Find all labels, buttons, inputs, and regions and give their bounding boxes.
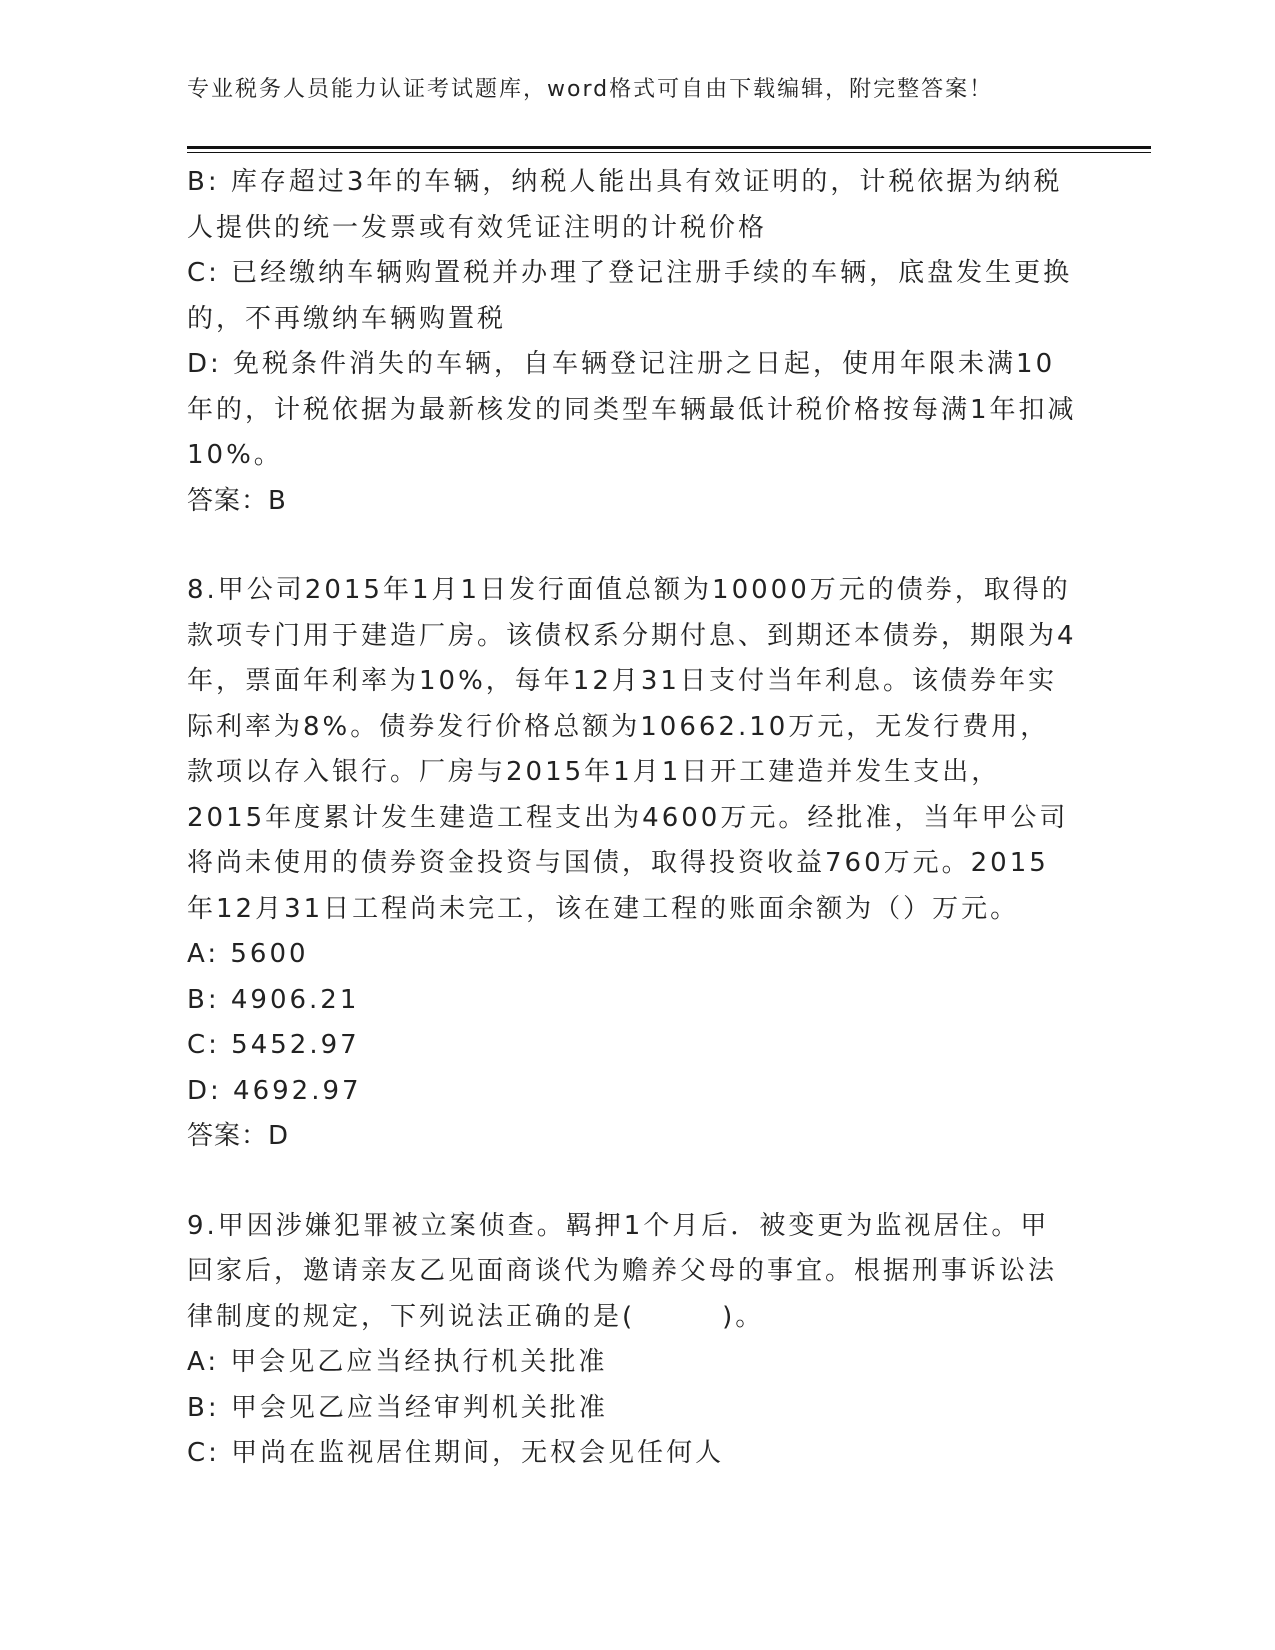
header-rule-thick [187,146,1151,149]
question-8 [187,568,1077,1160]
spacer [187,524,1077,568]
question-9-option-b: B: 甲会见乙应当经审判机关批准 [187,1392,608,1423]
spacer [187,1160,1077,1204]
question-8-stem: 8.甲公司2015年1月1日发行面值总额为10000万元的债券，取得的款项专门用于建造厂房。该债权系分期付息、到期还本债券，期限为4年，票面年利率为10%，每年12月31日支付当年利息。该债券年实际利率为8%。债券发行价格总额为10662.10万元，无发行费用，款项以存入银行。厂房与2015年1月1日开工建造并发生支出，2015年度累计发生建造工程支出为4600万元。经批准，当年甲公司将尚未使用的债券资金投资与国债，取得投资收益760万元。2015年12月31日工程尚未完工，该在建工程的账面余额为（）万元。 [187,575,1077,924]
document-body [187,160,1077,1477]
question-9-option-a: A: 甲会见乙应当经执行机关批准 [187,1347,608,1377]
question-7-answer: 答案：B [187,485,287,516]
page-header: 专业税务人员能力认证考试题库，word格式可自由下载编辑，附完整答案！ [187,77,994,102]
question-7-option-c: C: 已经缴纳车辆购置税并办理了登记注册手续的车辆，底盘发生更换的，不再缴纳车辆购置税 [187,258,1073,334]
question-7-option-d: D: 免税条件消失的车辆，自车辆登记注册之日起，使用年限未满10年的，计税依据为最新核发的同类型车辆最低计税价格按每满1年扣减10%。 [187,349,1077,470]
header-rule-thin [187,152,1151,153]
question-8-option-a: A: 5600 [187,939,309,969]
question-7-continued [187,160,1077,524]
question-8-option-b: B: 4906.21 [187,984,360,1015]
question-9-stem: 9.甲因涉嫌犯罪被立案侦查。羁押1个月后．被变更为监视居住。甲回家后，邀请亲友乙见面商谈代为赡养父母的事宜。根据刑事诉讼法律制度的规定，下列说法正确的是( )。 [187,1210,1058,1332]
question-8-answer: 答案：D [187,1121,290,1151]
question-8-option-d: D: 4692.97 [187,1075,362,1106]
question-9 [187,1204,1077,1477]
question-7-option-b: B: 库存超过3年的车辆，纳税人能出具有效证明的，计税依据为纳税人提供的统一发票或有效凭证注明的计税价格 [187,167,1063,243]
question-8-option-c: C: 5452.97 [187,1030,360,1060]
question-9-option-c: C: 甲尚在监视居住期间，无权会见任何人 [187,1438,725,1468]
